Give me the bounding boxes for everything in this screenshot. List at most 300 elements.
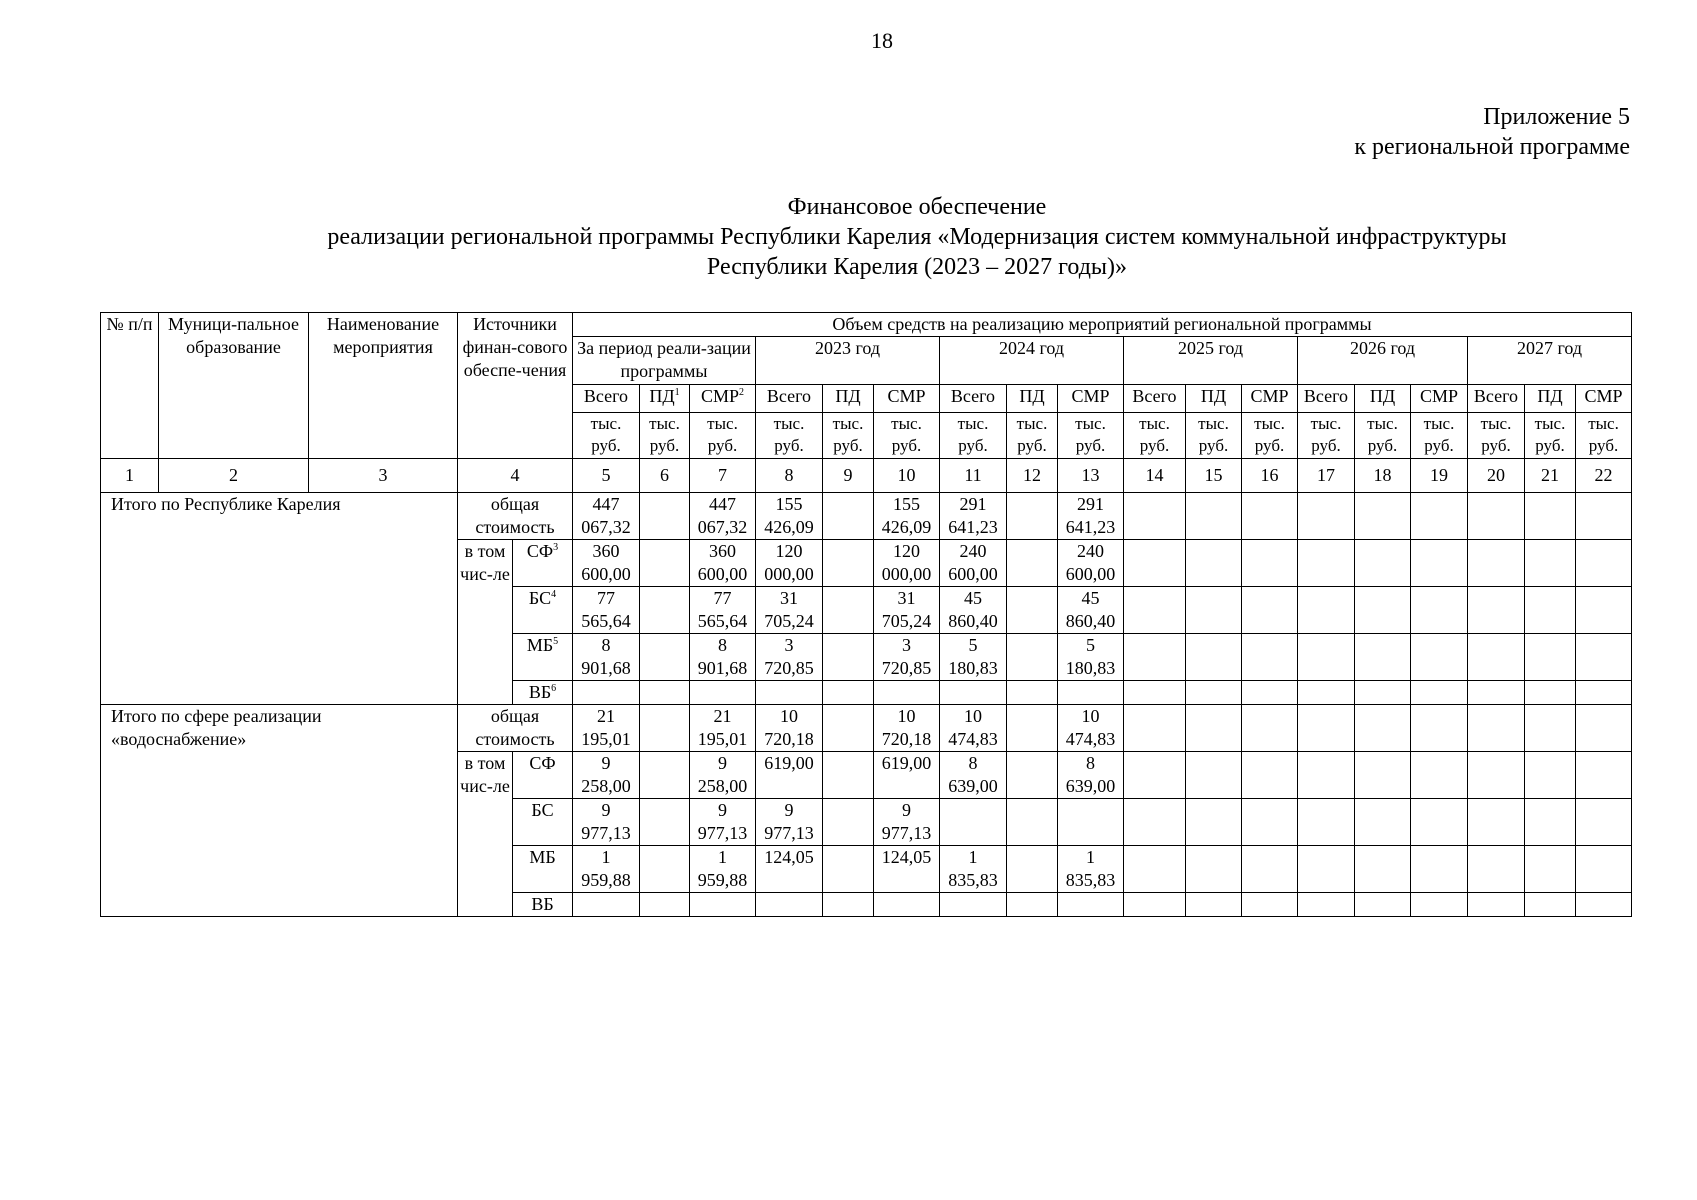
subheader-total xyxy=(940,385,1007,413)
empty-cell xyxy=(874,893,940,917)
column-number-label: 15 xyxy=(1204,465,1223,485)
empty-cell xyxy=(1468,587,1525,634)
value-cell xyxy=(573,634,640,681)
empty-cell xyxy=(640,540,690,587)
value-line: 8 xyxy=(718,635,727,655)
unit-line: тыс. xyxy=(832,414,864,433)
column-number-label: 22 xyxy=(1594,465,1613,485)
value-line: 600,00 xyxy=(581,564,631,584)
empty-cell xyxy=(1058,893,1124,917)
empty-cell xyxy=(1186,540,1242,587)
column-number xyxy=(458,459,573,493)
empty-cell xyxy=(1411,846,1468,893)
value-line: 9 xyxy=(601,800,611,820)
header-municipality-label: Муници-пальное образование xyxy=(168,314,299,357)
column-number-label: 21 xyxy=(1541,465,1559,485)
subheader-smr-label: СМР xyxy=(1584,386,1623,406)
subheader-total-label: Всего xyxy=(950,386,996,406)
value-line: 977,13 xyxy=(881,823,932,843)
column-number-label: 5 xyxy=(601,465,611,485)
footnote-marker: 3 xyxy=(553,542,559,553)
empty-cell xyxy=(1186,587,1242,634)
empty-cell xyxy=(1411,752,1468,799)
empty-cell xyxy=(1298,493,1355,540)
value-cell xyxy=(1058,540,1124,587)
empty-cell xyxy=(823,893,874,917)
total-cost-line: стоимость xyxy=(475,729,555,749)
table-row xyxy=(101,493,1632,540)
empty-cell xyxy=(1298,705,1355,752)
total-cost-line: стоимость xyxy=(475,517,555,537)
empty-cell xyxy=(823,846,874,893)
unit-cell xyxy=(640,413,690,459)
empty-cell xyxy=(823,493,874,540)
empty-cell xyxy=(1468,752,1525,799)
unit-cell xyxy=(874,413,940,459)
unit-line: руб. xyxy=(591,436,621,455)
unit-line: руб. xyxy=(707,436,738,455)
subheader-total-label: Всего xyxy=(1473,386,1519,406)
subheader-pd-label: ПД xyxy=(1019,386,1045,406)
empty-cell xyxy=(1242,846,1298,893)
empty-cell xyxy=(1525,846,1576,893)
value-line: 619,00 xyxy=(881,753,932,773)
empty-cell xyxy=(640,799,690,846)
value-cell xyxy=(874,752,940,799)
subheader-smr xyxy=(1576,385,1632,413)
column-number-label: 12 xyxy=(1023,465,1041,485)
value-cell xyxy=(874,846,940,893)
empty-cell xyxy=(1355,752,1411,799)
source-code: ВБ xyxy=(531,894,554,914)
value-line: 959,88 xyxy=(697,870,748,890)
value-line: 120 xyxy=(893,541,920,561)
empty-cell xyxy=(1355,799,1411,846)
value-line: 426,09 xyxy=(881,517,932,537)
empty-cell xyxy=(1298,540,1355,587)
empty-cell xyxy=(1242,634,1298,681)
value-cell xyxy=(1058,752,1124,799)
value-line: 901,68 xyxy=(697,658,748,678)
column-number-label: 6 xyxy=(660,465,669,485)
empty-cell xyxy=(823,752,874,799)
page-number: 18 xyxy=(871,28,893,53)
unit-line: тыс. xyxy=(1016,414,1048,433)
empty-cell xyxy=(1007,846,1058,893)
subheader-total xyxy=(573,385,640,413)
column-number xyxy=(573,459,640,493)
value-line: 860,40 xyxy=(1065,611,1116,631)
header-num xyxy=(101,313,159,459)
empty-cell xyxy=(756,681,823,705)
value-line: 291 xyxy=(1077,494,1104,514)
value-cell xyxy=(874,634,940,681)
unit-line: руб. xyxy=(1311,436,1341,455)
empty-cell xyxy=(1576,705,1632,752)
value-cell xyxy=(690,540,756,587)
empty-cell xyxy=(1124,493,1186,540)
empty-cell xyxy=(1576,846,1632,893)
empty-cell xyxy=(823,799,874,846)
value-line: 720,18 xyxy=(881,729,932,749)
value-cell xyxy=(573,752,640,799)
empty-cell xyxy=(940,893,1007,917)
source-code: ВБ xyxy=(528,682,552,702)
title-line-1: Финансовое обеспечение xyxy=(787,194,1047,220)
empty-cell xyxy=(1576,540,1632,587)
empty-cell xyxy=(1124,540,1186,587)
group-name xyxy=(101,493,458,705)
empty-cell xyxy=(1525,493,1576,540)
column-number xyxy=(101,459,159,493)
value-line: 9 xyxy=(784,800,794,820)
empty-cell xyxy=(1411,799,1468,846)
subheader-total xyxy=(1298,385,1355,413)
unit-line: тыс. xyxy=(1310,414,1342,433)
header-num-label: № п/п xyxy=(106,314,153,334)
empty-cell xyxy=(1124,587,1186,634)
subheader-pd xyxy=(640,385,690,413)
value-line: 447 xyxy=(709,494,736,514)
unit-cell xyxy=(1411,413,1468,459)
empty-cell xyxy=(1186,799,1242,846)
column-number xyxy=(1186,459,1242,493)
unit-line: тыс. xyxy=(773,414,805,433)
column-number xyxy=(1468,459,1525,493)
value-line: 155 xyxy=(775,494,803,514)
unit-cell xyxy=(1298,413,1355,459)
empty-cell xyxy=(823,705,874,752)
empty-cell xyxy=(1468,893,1525,917)
empty-cell xyxy=(1007,587,1058,634)
value-line: 600,00 xyxy=(697,564,748,584)
unit-line: тыс. xyxy=(957,414,989,433)
total-cost-line: общая xyxy=(490,706,540,726)
empty-cell xyxy=(1007,493,1058,540)
value-line: 360 xyxy=(709,541,736,561)
value-line: 180,83 xyxy=(948,658,998,678)
header-volume xyxy=(573,313,1632,337)
empty-cell xyxy=(1124,846,1186,893)
subheader-total-label: Всего xyxy=(583,386,629,406)
unit-line: руб. xyxy=(1139,436,1170,455)
unit-line: тыс. xyxy=(1367,414,1398,433)
value-cell xyxy=(940,705,1007,752)
column-number xyxy=(1124,459,1186,493)
group-name-label: Итого по Республике Карелия xyxy=(111,494,341,514)
column-number-label: 4 xyxy=(510,465,520,485)
empty-cell xyxy=(823,587,874,634)
subheader-total xyxy=(756,385,823,413)
empty-cell xyxy=(1124,705,1186,752)
empty-cell xyxy=(1576,799,1632,846)
empty-cell xyxy=(1007,752,1058,799)
column-number xyxy=(1355,459,1411,493)
subheader-pd-label: ПД xyxy=(649,386,675,406)
subheader-total-label: Всего xyxy=(766,386,812,406)
value-cell xyxy=(1058,587,1124,634)
value-cell xyxy=(1058,705,1124,752)
value-line: 000,00 xyxy=(881,564,932,584)
empty-cell xyxy=(1525,587,1576,634)
unit-line: тыс. xyxy=(1534,414,1566,433)
value-cell xyxy=(940,752,1007,799)
empty-cell xyxy=(1124,634,1186,681)
column-number xyxy=(940,459,1007,493)
subheader-smr xyxy=(690,385,756,413)
column-number xyxy=(1242,459,1298,493)
value-cell xyxy=(756,705,823,752)
unit-cell xyxy=(690,413,756,459)
unit-line: руб. xyxy=(1588,436,1619,455)
empty-cell xyxy=(1242,587,1298,634)
subheader-total xyxy=(1124,385,1186,413)
unit-cell xyxy=(1007,413,1058,459)
subheader-pd xyxy=(1007,385,1058,413)
empty-cell xyxy=(1186,893,1242,917)
value-line: 067,32 xyxy=(581,517,631,537)
value-line: 360 xyxy=(592,541,620,561)
column-number xyxy=(309,459,458,493)
appendix-line-2: к региональной программе xyxy=(1354,134,1630,160)
value-line: 639,00 xyxy=(1065,776,1116,796)
unit-line: тыс. xyxy=(1588,414,1619,433)
header-year-2025 xyxy=(1124,337,1298,385)
value-line: 1 xyxy=(1086,847,1095,867)
unit-line: руб. xyxy=(1481,436,1511,455)
empty-cell xyxy=(1355,540,1411,587)
value-line: 977,13 xyxy=(697,823,748,843)
footnote-marker: 1 xyxy=(674,387,680,398)
unit-line: руб. xyxy=(1254,436,1285,455)
empty-cell xyxy=(690,681,756,705)
empty-cell xyxy=(640,752,690,799)
value-line: 124,05 xyxy=(881,847,932,867)
empty-cell xyxy=(1576,493,1632,540)
unit-cell xyxy=(940,413,1007,459)
including-label xyxy=(458,540,513,705)
value-cell xyxy=(940,846,1007,893)
including-text: в том чис-ле xyxy=(460,541,510,584)
value-line: 31 xyxy=(897,588,916,608)
value-cell xyxy=(690,634,756,681)
value-line: 639,00 xyxy=(948,776,998,796)
unit-cell xyxy=(1124,413,1186,459)
value-cell xyxy=(690,752,756,799)
header-year-label: 2023 год xyxy=(814,338,881,358)
value-line: 77 xyxy=(713,588,732,608)
column-number-label: 13 xyxy=(1081,465,1100,485)
value-line: 5 xyxy=(968,635,978,655)
value-cell xyxy=(756,634,823,681)
value-cell xyxy=(690,799,756,846)
subheader-pd-label: ПД xyxy=(1200,386,1227,406)
column-number-label: 1 xyxy=(125,465,134,485)
value-line: 705,24 xyxy=(881,611,932,631)
column-number xyxy=(874,459,940,493)
value-line: 720,85 xyxy=(881,658,932,678)
header-year-label: 2027 год xyxy=(1516,338,1583,358)
column-number-label: 16 xyxy=(1260,465,1279,485)
column-number xyxy=(1298,459,1355,493)
appendix-label xyxy=(1354,102,1630,162)
empty-cell xyxy=(1576,587,1632,634)
value-line: 21 xyxy=(597,706,615,726)
value-cell xyxy=(573,587,640,634)
value-cell xyxy=(874,799,940,846)
empty-cell xyxy=(1525,634,1576,681)
column-number-label: 8 xyxy=(784,465,794,485)
value-line: 619,00 xyxy=(764,753,814,773)
value-line: 447 xyxy=(592,494,620,514)
column-number xyxy=(1525,459,1576,493)
value-cell xyxy=(573,799,640,846)
value-line: 10 xyxy=(780,706,798,726)
value-cell xyxy=(573,493,640,540)
value-cell xyxy=(690,587,756,634)
empty-cell xyxy=(1411,493,1468,540)
total-cost-label xyxy=(458,493,573,540)
source-label xyxy=(513,681,573,705)
empty-cell xyxy=(1468,799,1525,846)
unit-line: руб. xyxy=(649,436,680,455)
column-number xyxy=(690,459,756,493)
column-number xyxy=(1058,459,1124,493)
empty-cell xyxy=(1576,681,1632,705)
unit-cell xyxy=(1468,413,1525,459)
subheader-smr-label: СМР xyxy=(1071,386,1110,406)
value-line: 3 xyxy=(784,635,794,655)
including-label xyxy=(458,752,513,917)
empty-cell xyxy=(640,893,690,917)
value-line: 600,00 xyxy=(1065,564,1116,584)
total-cost-label xyxy=(458,705,573,752)
source-code: БС xyxy=(531,800,554,820)
footnote-marker: 2 xyxy=(739,387,745,398)
value-line: 3 xyxy=(902,635,911,655)
value-line: 474,83 xyxy=(948,729,998,749)
source-label xyxy=(513,634,573,681)
empty-cell xyxy=(640,634,690,681)
header-volume-label: Объем средств на реализацию мероприятий региональной программы xyxy=(832,314,1372,334)
source-label xyxy=(513,893,573,917)
source-code: МБ xyxy=(529,847,556,867)
empty-cell xyxy=(1468,705,1525,752)
empty-cell xyxy=(1411,705,1468,752)
source-code: БС xyxy=(528,588,552,608)
empty-cell xyxy=(640,705,690,752)
value-line: 600,00 xyxy=(948,564,998,584)
header-year-2023 xyxy=(756,337,940,385)
empty-cell xyxy=(1058,799,1124,846)
value-line: 9 xyxy=(718,800,727,820)
subheader-pd-label: ПД xyxy=(835,386,861,406)
unit-cell xyxy=(756,413,823,459)
value-line: 45 xyxy=(964,588,982,608)
empty-cell xyxy=(1355,634,1411,681)
value-line: 240 xyxy=(1077,541,1104,561)
unit-cell xyxy=(1242,413,1298,459)
column-number-label: 9 xyxy=(843,465,853,485)
value-line: 9 xyxy=(718,753,727,773)
column-number-label: 3 xyxy=(378,465,388,485)
value-line: 720,18 xyxy=(764,729,814,749)
value-cell xyxy=(690,705,756,752)
empty-cell xyxy=(573,893,640,917)
source-label xyxy=(513,799,573,846)
empty-cell xyxy=(756,893,823,917)
value-line: 977,13 xyxy=(581,823,631,843)
value-line: 1 xyxy=(718,847,727,867)
value-cell xyxy=(874,493,940,540)
footnote-marker: 6 xyxy=(551,683,557,694)
value-cell xyxy=(1058,846,1124,893)
unit-line: тыс. xyxy=(1254,414,1285,433)
value-line: 8 xyxy=(968,753,978,773)
value-cell xyxy=(756,493,823,540)
column-number-label: 20 xyxy=(1487,465,1505,485)
header-year-label: 2026 год xyxy=(1349,338,1416,358)
empty-cell xyxy=(640,587,690,634)
unit-line: руб. xyxy=(958,436,988,455)
value-line: 5 xyxy=(1086,635,1095,655)
value-line: 291 xyxy=(959,494,987,514)
unit-line: руб. xyxy=(1075,436,1106,455)
column-number-label: 14 xyxy=(1145,465,1164,485)
subheader-smr xyxy=(1411,385,1468,413)
unit-line: руб. xyxy=(1424,436,1454,455)
total-cost-line: общая xyxy=(490,494,540,514)
column-number xyxy=(1576,459,1632,493)
header-year-2024 xyxy=(940,337,1124,385)
value-line: 155 xyxy=(893,494,920,514)
value-cell xyxy=(573,846,640,893)
empty-cell xyxy=(823,634,874,681)
value-line: 901,68 xyxy=(581,658,631,678)
unit-cell xyxy=(573,413,640,459)
unit-cell xyxy=(1525,413,1576,459)
empty-cell xyxy=(1411,893,1468,917)
value-line: 124,05 xyxy=(764,847,814,867)
column-number xyxy=(640,459,690,493)
empty-cell xyxy=(1298,846,1355,893)
value-line: 720,85 xyxy=(764,658,814,678)
header-municipality xyxy=(159,313,309,459)
value-cell xyxy=(756,752,823,799)
financing-table xyxy=(100,312,1632,917)
header-year-label: 2024 год xyxy=(998,338,1065,358)
empty-cell xyxy=(1355,893,1411,917)
empty-cell xyxy=(1355,846,1411,893)
header-activity xyxy=(309,313,458,459)
empty-cell xyxy=(690,893,756,917)
value-cell xyxy=(1058,493,1124,540)
value-line: 474,83 xyxy=(1065,729,1116,749)
subheader-smr-label: СМР xyxy=(887,386,926,406)
value-line: 10 xyxy=(897,706,916,726)
empty-cell xyxy=(823,681,874,705)
source-label xyxy=(513,540,573,587)
source-label xyxy=(513,846,573,893)
empty-cell xyxy=(1007,681,1058,705)
empty-cell xyxy=(940,681,1007,705)
empty-cell xyxy=(1124,799,1186,846)
empty-cell xyxy=(874,681,940,705)
column-number xyxy=(1007,459,1058,493)
empty-cell xyxy=(823,540,874,587)
empty-cell xyxy=(1298,634,1355,681)
empty-cell xyxy=(573,681,640,705)
